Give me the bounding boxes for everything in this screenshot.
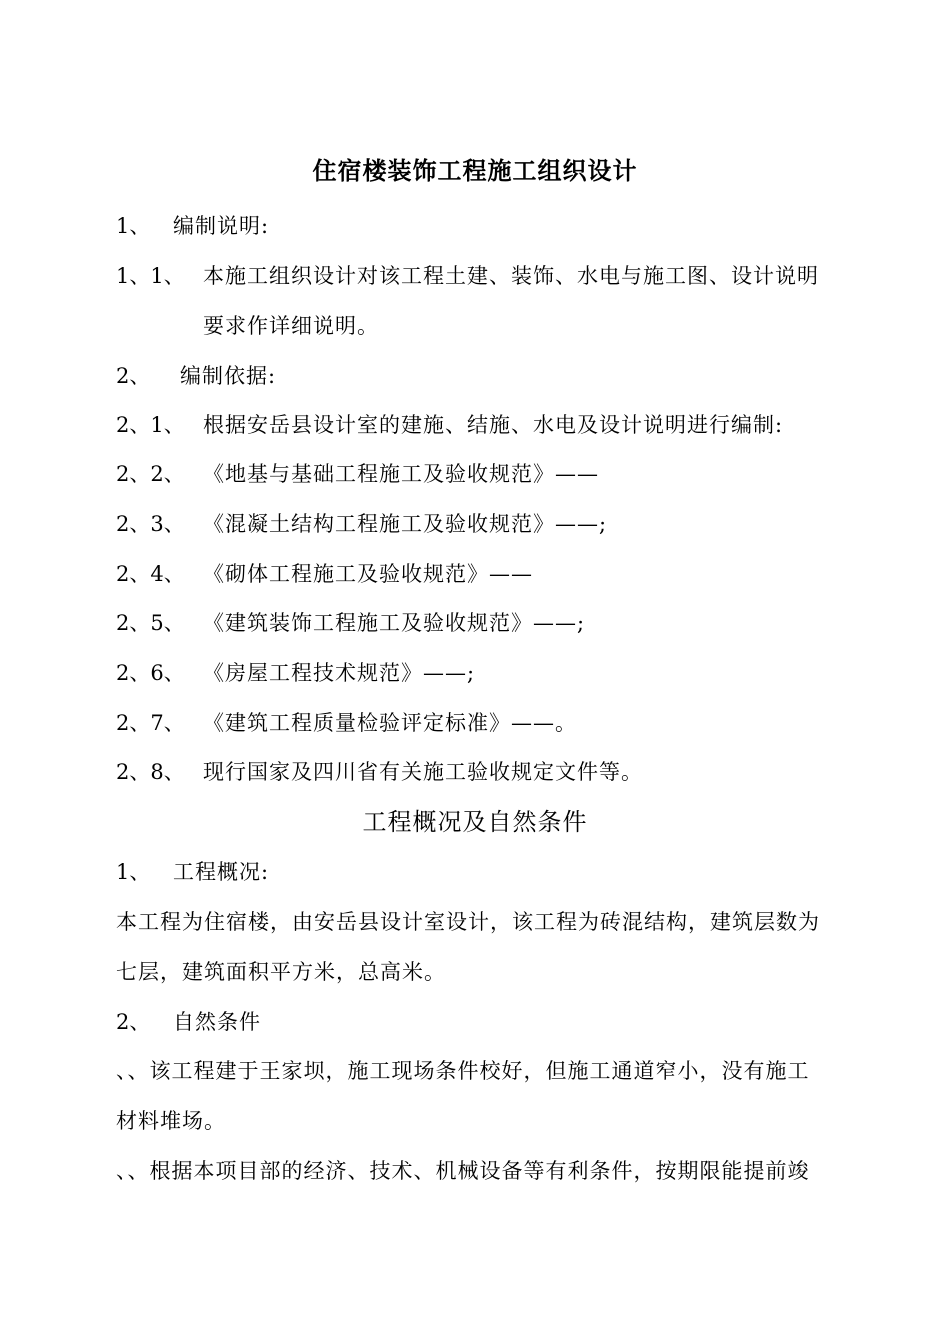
section-1-number: 1、 [116, 214, 151, 238]
overview-paragraph-line2: 七层，建筑面积平方米，总高米。 [116, 960, 446, 984]
overview-heading: 工程概况: [173, 860, 270, 884]
item-1-1-text-line2: 要求作详细说明。 [203, 314, 379, 338]
item-2-4-text: 《砌体工程施工及验收规范》—— [203, 562, 533, 586]
natural-item-1-line1: 、、该工程建于王家坝，施工现场条件校好，但施工通道窄小，没有施工 [116, 1059, 810, 1083]
item-2-1-text: 根据安岳县设计室的建施、结施、水电及设计说明进行编制: [203, 413, 784, 437]
item-2-1-number: 2、1、 [116, 413, 185, 437]
natural-item-1-line2: 材料堆场。 [116, 1109, 226, 1133]
item-1-1-number: 1、1、 [116, 264, 185, 288]
item-2-2-number: 2、2、 [116, 462, 185, 486]
natural-number: 2、 [116, 1010, 151, 1034]
item-2-8-number: 2、8、 [116, 760, 185, 784]
item-1-1-text-line1: 本施工组织设计对该工程土建、装饰、水电与施工图、设计说明 [203, 264, 819, 288]
item-2-5-number: 2、5、 [116, 611, 185, 635]
section-2-heading: 编制依据: [180, 364, 277, 388]
section-title-overview: 工程概况及自然条件 [362, 808, 588, 836]
section-2-number: 2、 [116, 364, 151, 388]
document-title: 住宿楼装饰工程施工组织设计 [312, 157, 638, 185]
item-2-3-number: 2、3、 [116, 512, 185, 536]
overview-number: 1、 [116, 860, 151, 884]
item-2-8-text: 现行国家及四川省有关施工验收规定文件等。 [203, 760, 643, 784]
section-1-heading: 编制说明: [173, 214, 270, 238]
item-2-4-number: 2、4、 [116, 562, 185, 586]
natural-item-2-line1: 、、根据本项目部的经济、技术、机械设备等有利条件，按期限能提前竣 [116, 1159, 810, 1183]
item-2-5-text: 《建筑装饰工程施工及验收规范》——; [203, 611, 586, 635]
item-2-7-text: 《建筑工程质量检验评定标准》——。 [203, 711, 577, 735]
item-2-2-text: 《地基与基础工程施工及验收规范》—— [203, 462, 599, 486]
item-2-6-text: 《房屋工程技术规范》——; [203, 661, 476, 685]
item-2-6-number: 2、6、 [116, 661, 185, 685]
item-2-7-number: 2、7、 [116, 711, 185, 735]
natural-heading: 自然条件 [173, 1010, 261, 1034]
overview-paragraph-line1: 本工程为住宿楼，由安岳县设计室设计，该工程为砖混结构，建筑层数为 [116, 910, 820, 934]
item-2-3-text: 《混凝土结构工程施工及验收规范》——; [203, 512, 608, 536]
